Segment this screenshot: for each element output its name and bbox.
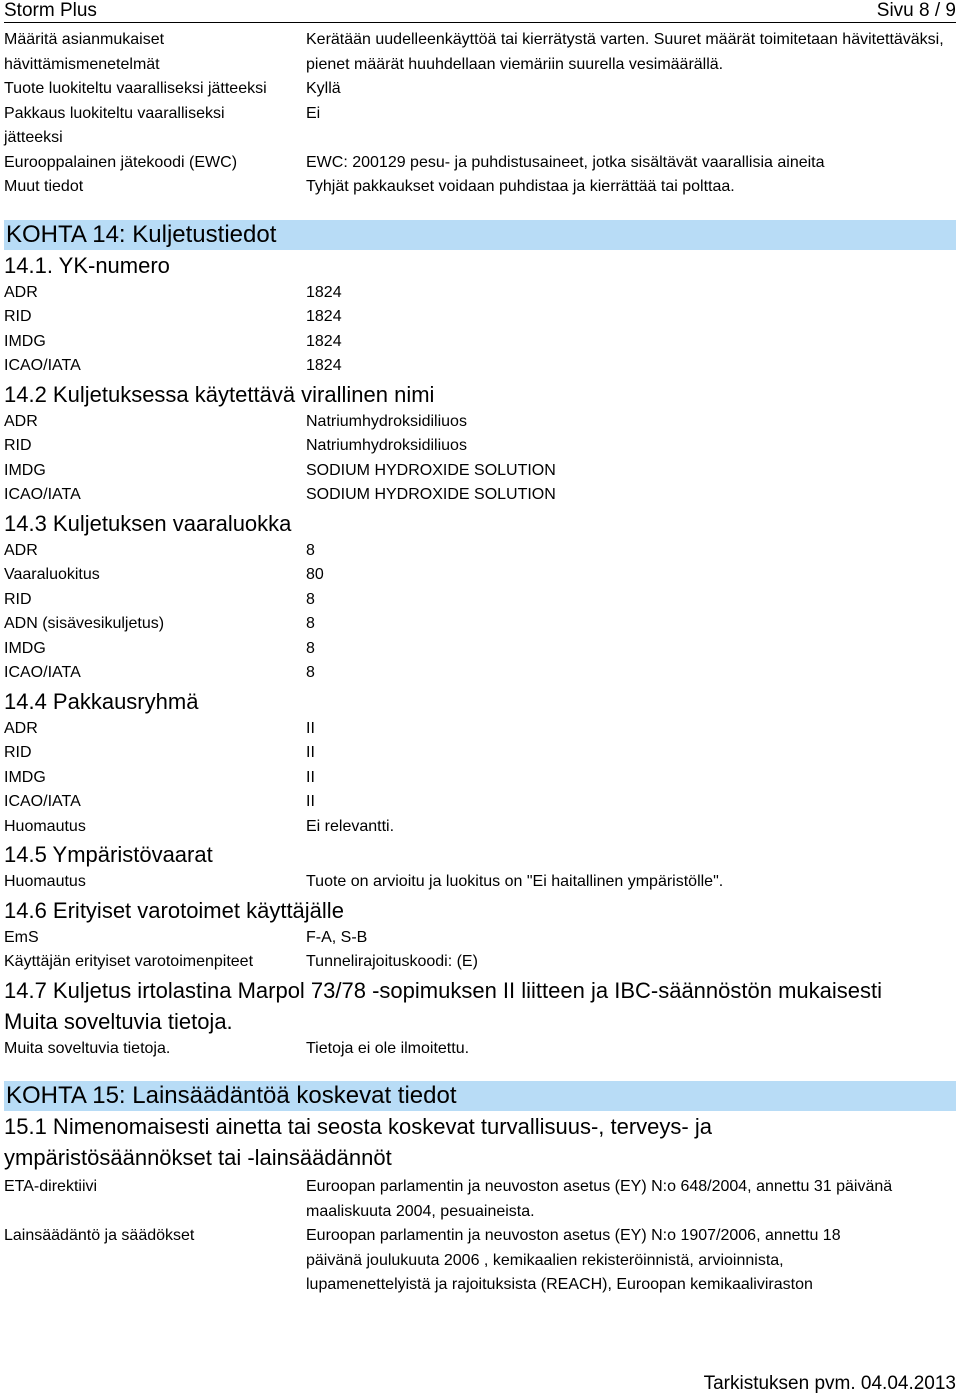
- field-label: ICAO/IATA: [4, 486, 81, 503]
- field-value: II: [306, 744, 315, 761]
- product-title: Storm Plus: [4, 0, 97, 21]
- field-label: ICAO/IATA: [4, 664, 81, 681]
- subsection-heading: 14.1. YK-numero: [4, 252, 170, 278]
- field-label: Huomautus: [4, 817, 86, 835]
- field-label: Tuote luokiteltu vaaralliseksi jätteeksi: [4, 80, 267, 97]
- field-group: [4, 717, 956, 840]
- field-label: IMDG: [4, 768, 46, 786]
- field-label: ETA-direktiivi: [4, 1178, 98, 1195]
- field-value: SODIUM HYDROXIDE SOLUTION: [306, 486, 556, 503]
- field-row: [4, 661, 956, 686]
- field-label: RID: [4, 744, 32, 761]
- field-value: 1824: [306, 332, 342, 350]
- subsection-heading: 14.4 Pakkausryhmä: [4, 688, 199, 714]
- field-row: [4, 330, 956, 355]
- subsection-heading: 14.5 Ympäristövaarat: [4, 842, 213, 867]
- field-value: 1824: [306, 357, 342, 374]
- field-value: 1824: [306, 308, 342, 325]
- field-row: [4, 354, 956, 379]
- field-value: 80: [306, 566, 324, 583]
- field-value: II: [306, 768, 315, 786]
- field-value: 8: [306, 541, 315, 559]
- field-label: RID: [4, 437, 32, 454]
- field-value: 8: [306, 615, 315, 632]
- field-label: Lainsäädäntö ja säädökset: [4, 1227, 195, 1244]
- field-label: Käyttäjän erityiset varotoimenpiteet: [4, 953, 254, 970]
- field-value: Natriumhydroksidiliuos: [306, 437, 467, 454]
- field-row: [4, 926, 956, 951]
- field-row: [4, 790, 956, 815]
- field-value: 8: [306, 590, 315, 608]
- page-number: Sivu 8 / 9: [876, 0, 956, 21]
- field-row: [4, 102, 956, 151]
- field-label: RID: [4, 308, 32, 325]
- field-label: ICAO/IATA: [4, 357, 81, 374]
- field-label: ADR: [4, 412, 38, 430]
- field-row: [4, 766, 956, 791]
- field-row: [4, 612, 956, 637]
- field-label: ADR: [4, 719, 38, 737]
- field-value: Kyllä: [306, 80, 341, 97]
- field-row: [4, 539, 956, 564]
- field-label: Pakkaus luokiteltu vaaralliseksi jätteeksi: [4, 104, 225, 146]
- section-heading: KOHTA 15: Lainsäädäntöä koskevat tiedot: [4, 1081, 956, 1111]
- field-row: [4, 950, 956, 975]
- subsection-heading: 14.7 Kuljetus irtolastina Marpol 73/78 -sopimuksen II liitteen ja IBC-säännöstön mukaisesti: [4, 977, 883, 1003]
- field-row: [4, 434, 956, 459]
- waste-disposal-block: [4, 28, 956, 200]
- field-value: Tietoja ei ole ilmoitettu.: [306, 1039, 470, 1057]
- field-row: [4, 305, 956, 330]
- field-label: ADR: [4, 541, 38, 559]
- field-row: [4, 588, 956, 613]
- field-value: 1824: [306, 283, 342, 301]
- field-label: ADR: [4, 283, 38, 301]
- field-value: Tyhjät pakkaukset voidaan puhdistaa ja kierrättää tai polttaa.: [306, 178, 735, 195]
- field-row: [4, 1224, 956, 1298]
- field-value: Tunnelirajoituskoodi: (E): [306, 953, 478, 970]
- field-row: [4, 151, 956, 176]
- field-value: Kerätään uudelleenkäyttöä tai kierrätystä varten. Suuret määrät toimitetaan hävitettäväksi, pienet määrät huuhdellaan viemäriin suurella vesimäärällä.: [306, 31, 944, 73]
- field-value: F-A, S-B: [306, 928, 368, 946]
- field-value: SODIUM HYDROXIDE SOLUTION: [306, 461, 556, 479]
- field-group: [4, 1175, 956, 1298]
- field-row: [4, 815, 956, 840]
- field-label: EmS: [4, 928, 39, 946]
- field-row: [4, 1037, 956, 1062]
- field-row: [4, 1175, 956, 1224]
- field-value: Euroopan parlamentin ja neuvoston asetus (EY) N:o 648/2004, annettu 31 päivänä maaliskuuta 2004, pesuaineista.: [306, 1178, 893, 1220]
- document-content: [4, 28, 956, 1298]
- revision-date: Tarkistuksen pvm. 04.04.2013: [703, 1373, 956, 1394]
- field-value: II: [306, 793, 315, 810]
- subsection-heading: Muita soveltuvia tietoja.: [4, 1008, 233, 1034]
- field-label: ADN (sisävesikuljetus): [4, 615, 165, 632]
- subsection-heading: 14.2 Kuljetuksessa käytettävä virallinen nimi: [4, 381, 435, 407]
- page-header: [4, 0, 956, 23]
- subsection-heading: 14.6 Erityiset varotoimet käyttäjälle: [4, 897, 344, 923]
- field-label: Eurooppalainen jätekoodi (EWC): [4, 153, 238, 171]
- field-label: ICAO/IATA: [4, 793, 81, 810]
- field-group: [4, 410, 956, 508]
- field-label: IMDG: [4, 461, 46, 479]
- subsection-heading: 15.1 Nimenomaisesti ainetta tai seosta koskevat turvallisuus-, terveys- ja ympäristösäännökset tai -lainsäädännöt: [4, 1114, 712, 1170]
- field-row: [4, 175, 956, 200]
- field-value: Ei: [306, 104, 321, 122]
- field-row: [4, 741, 956, 766]
- section-heading: KOHTA 14: Kuljetustiedot: [4, 220, 956, 250]
- field-label: Huomautus: [4, 873, 86, 890]
- field-row: [4, 410, 956, 435]
- field-row: [4, 563, 956, 588]
- field-label: IMDG: [4, 639, 46, 657]
- field-label: RID: [4, 590, 32, 608]
- field-row: [4, 870, 956, 895]
- field-label: Muita soveltuvia tietoja.: [4, 1039, 171, 1057]
- field-value: EWC: 200129 pesu- ja puhdistusaineet, jotka sisältävät vaarallisia aineita: [306, 153, 825, 171]
- field-label: Muut tiedot: [4, 178, 84, 195]
- field-value: 8: [306, 664, 315, 681]
- field-group: [4, 926, 956, 975]
- field-value: Natriumhydroksidiliuos: [306, 412, 467, 430]
- field-row: [4, 281, 956, 306]
- subsection-heading: 14.3 Kuljetuksen vaaraluokka: [4, 510, 292, 536]
- field-row: [4, 483, 956, 508]
- field-group: [4, 281, 956, 379]
- field-label: Määritä asianmukaiset hävittämismenetelmät: [4, 31, 165, 73]
- field-row: [4, 717, 956, 742]
- field-row: [4, 637, 956, 662]
- field-row: [4, 459, 956, 484]
- field-value: Ei relevantti.: [306, 817, 395, 835]
- field-row: [4, 77, 956, 102]
- field-label: IMDG: [4, 332, 46, 350]
- field-row: [4, 28, 956, 77]
- field-group: [4, 539, 956, 686]
- field-group: [4, 1037, 956, 1062]
- field-value: Tuote on arvioitu ja luokitus on "Ei haitallinen ympäristölle".: [306, 873, 724, 890]
- field-value: II: [306, 719, 315, 737]
- field-label: Vaaraluokitus: [4, 566, 100, 583]
- field-value: 8: [306, 639, 315, 657]
- field-value: Euroopan parlamentin ja neuvoston asetus (EY) N:o 1907/2006, annettu 18 päivänä joulukuuta 2006 , kemikaalien rekisteröinnistä, arvioinnista, lupamenettelyistä ja rajoituksista (REACH), Euroopan kemikaaliviraston: [306, 1227, 841, 1293]
- field-group: [4, 870, 956, 895]
